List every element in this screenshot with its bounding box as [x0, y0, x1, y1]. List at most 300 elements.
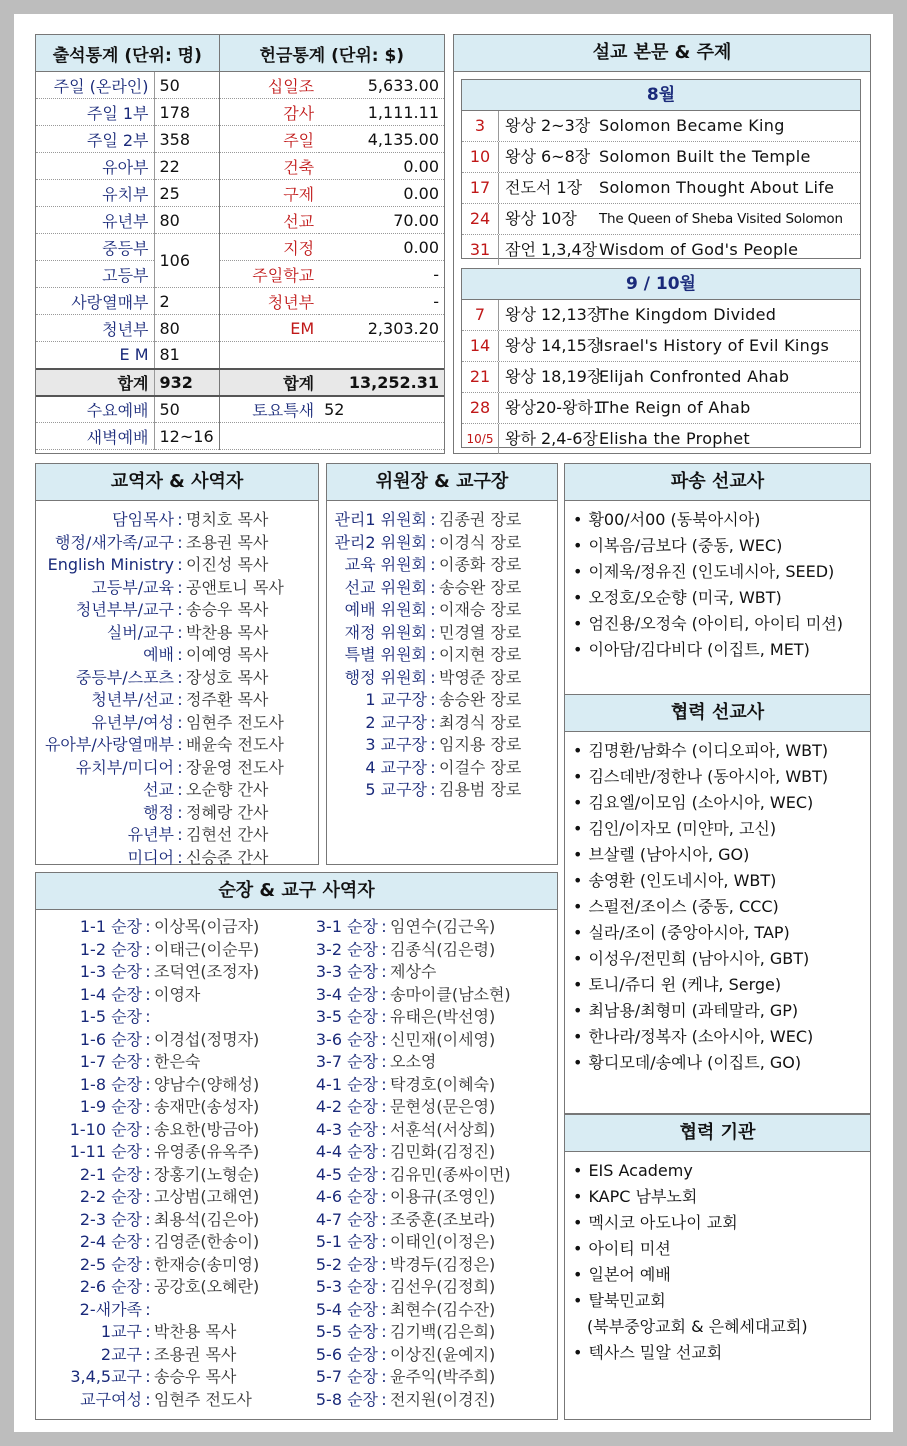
missionaries-sent-panel [564, 463, 871, 695]
bulletin-page [14, 14, 893, 1432]
person-role: 청년부부/교구 [75, 600, 174, 619]
person-name: 공앤토니 목사 [186, 577, 284, 597]
stats-row [36, 99, 444, 126]
sermon-date: 7 [462, 300, 499, 330]
person-name: 전지원(이경진) [390, 1389, 496, 1409]
colon-separator: : [381, 1074, 387, 1094]
person-role: 5 교구장 [365, 780, 427, 799]
colon-separator: : [381, 1164, 387, 1184]
person-row [296, 1186, 556, 1209]
colon-separator: : [145, 939, 151, 959]
person-role: 3-7 순장 [315, 1052, 378, 1071]
person-role: 행정 [143, 802, 174, 822]
colon-separator: : [177, 532, 183, 552]
sermon-row [462, 235, 860, 265]
sermon-date: 3 [462, 111, 499, 141]
person-role: 2-5 순장 [79, 1254, 142, 1274]
person-role: 예배 위원회 [344, 600, 427, 619]
service-value: 52 [319, 396, 444, 423]
person-row [327, 599, 557, 622]
person-row [296, 1344, 556, 1367]
person-role: English Ministry [47, 555, 174, 574]
person-name: 송재만(송성자) [154, 1097, 260, 1116]
attendance-value: 50 [154, 72, 219, 99]
sermon-date: 10 [462, 142, 499, 172]
person-name: 이경식 장로 [439, 532, 522, 552]
colon-separator: : [145, 1142, 151, 1161]
person-row [36, 1321, 296, 1344]
person-role: 미디어 [127, 847, 174, 867]
stats-row [36, 315, 444, 342]
stats-row [36, 342, 444, 369]
stats-panel [35, 34, 445, 454]
attendance-value: 81 [154, 342, 219, 369]
offering-label [219, 342, 319, 369]
person-role: 4-7 순장 [315, 1209, 378, 1229]
colon-separator: : [430, 757, 436, 777]
attendance-label: 고등부 [36, 261, 154, 288]
colon-separator: : [430, 735, 436, 754]
person-row [327, 757, 557, 780]
stats-row [36, 261, 444, 288]
colon-separator: : [145, 1209, 151, 1229]
sermon-topic: Solomon Built the Temple [599, 147, 811, 166]
person-name: 김선우(김정희) [390, 1277, 496, 1296]
sermon-topic: The Kingdom Divided [599, 305, 777, 324]
missionaries-partner-list [565, 732, 870, 1076]
sermon-topic: The Reign of Ahab [599, 398, 751, 417]
sermon-reference: 왕상 12,13장 [505, 305, 603, 324]
sermon-panel [453, 34, 871, 454]
service-value: 12~16 [154, 423, 219, 450]
offering-value: 0.00 [319, 180, 444, 207]
stats-extra-row [36, 396, 444, 423]
person-name: 윤주익(박주희) [390, 1367, 496, 1386]
sermon-topic: The Queen of Sheba Visited Solomon [599, 211, 843, 227]
list-item: • 김인/이자모 (미얀마, 고신) [573, 816, 870, 842]
person-role: 5-5 순장 [315, 1322, 378, 1341]
stats-row [36, 126, 444, 153]
person-row [327, 734, 557, 757]
list-item: • 멕시코 아도나이 교회 [573, 1210, 870, 1236]
person-name: 송요한(방금아) [154, 1119, 260, 1139]
person-role: 3,4,5교구 [70, 1367, 142, 1386]
attendance-label: 청년부 [36, 315, 154, 342]
cells-right-list [296, 910, 556, 1411]
attendance-label: 주일 2부 [36, 126, 154, 153]
person-role: 1교구 [100, 1322, 142, 1341]
person-name: 박경두(김정은) [390, 1254, 496, 1274]
person-role: 5-1 순장 [315, 1232, 378, 1251]
person-row [36, 961, 296, 984]
person-row [36, 1051, 296, 1074]
person-row [296, 939, 556, 962]
attendance-header: 출석통계 (단위: 명) [36, 35, 219, 72]
sermon-reference: 왕상20-왕하1 [505, 398, 604, 417]
offering-label: 십일조 [219, 72, 319, 99]
person-row [36, 712, 318, 735]
colon-separator: : [381, 1119, 387, 1139]
person-row [36, 1164, 296, 1187]
colon-separator: : [430, 577, 436, 597]
person-role: 5-2 순장 [315, 1254, 378, 1274]
stats-extra-row [36, 423, 444, 450]
person-name: 송승우 목사 [154, 1367, 237, 1386]
person-name: 최현수(김수잔) [390, 1299, 496, 1319]
committee-panel [326, 463, 558, 865]
attendance-value: 80 [154, 315, 219, 342]
colon-separator: : [177, 802, 183, 822]
colon-separator: : [381, 1187, 387, 1206]
list-item: (북부중앙교회 & 은혜세대교회) [587, 1317, 808, 1336]
offering-label: 선교 [219, 207, 319, 234]
offering-total-value: 13,252.31 [319, 369, 444, 396]
colon-separator: : [381, 962, 387, 981]
person-row [36, 1231, 296, 1254]
person-row [36, 689, 318, 712]
colon-separator: : [177, 667, 183, 687]
colon-separator: : [177, 555, 183, 574]
cells-title: 순장 & 교구 사역자 [36, 873, 557, 910]
committee-title: 위원장 & 교구장 [327, 464, 557, 501]
person-role: 3-5 순장 [315, 1007, 378, 1026]
person-role: 1-4 순장 [79, 984, 142, 1004]
person-role: 담임목사 [112, 510, 174, 529]
colon-separator: : [145, 1254, 151, 1274]
colon-separator: : [145, 1367, 151, 1386]
person-role: 2 교구장 [365, 712, 427, 732]
colon-separator: : [381, 1097, 387, 1116]
colon-separator: : [145, 984, 151, 1004]
person-role: 1-10 순장 [69, 1119, 142, 1139]
person-role: 5-4 순장 [315, 1299, 378, 1319]
person-role: 4 교구장 [365, 757, 427, 777]
sermon-row [462, 111, 860, 142]
person-role: 중등부/스포츠 [75, 667, 174, 687]
person-role: 1 교구장 [365, 690, 427, 709]
person-row [296, 1321, 556, 1344]
sermon-topic: Solomon Thought About Life [599, 178, 835, 197]
person-name: 서훈석(서상희) [390, 1119, 496, 1139]
colon-separator: : [381, 1389, 387, 1409]
partner-orgs-panel [564, 1114, 871, 1420]
person-role: 유치부/미디어 [75, 757, 174, 777]
person-row [296, 1096, 556, 1119]
colon-separator: : [145, 962, 151, 981]
attendance-label: 사랑열매부 [36, 288, 154, 315]
sermon-row [462, 300, 860, 331]
person-row [36, 824, 318, 847]
person-name: 유영종(유옥주) [154, 1142, 260, 1161]
colon-separator: : [145, 1164, 151, 1184]
colon-separator: : [381, 1232, 387, 1251]
sermon-month-1 [461, 79, 861, 259]
staff-list [36, 501, 318, 869]
person-row [296, 1389, 556, 1412]
offering-label: 지정 [219, 234, 319, 261]
sermon-row [462, 362, 860, 393]
sermon-reference: 잠언 1,3,4장 [505, 240, 598, 259]
person-row [36, 734, 318, 757]
sermon-date: 14 [462, 331, 499, 361]
person-role: 행정 위원회 [344, 667, 427, 687]
sermon-reference: 왕하 2,4-6장 [505, 429, 598, 448]
person-name: 김영준(한송이) [154, 1232, 260, 1251]
person-role: 4-3 순장 [315, 1119, 378, 1139]
person-name: 이예영 목사 [186, 645, 269, 664]
person-role: 2-4 순장 [79, 1232, 142, 1251]
attendance-total-label: 합계 [36, 369, 154, 396]
attendance-label: 중등부 [36, 234, 154, 261]
person-role: 재정 위원회 [344, 622, 427, 642]
colon-separator: : [381, 1299, 387, 1319]
person-name: 박찬용 목사 [186, 622, 269, 642]
person-row [296, 1231, 556, 1254]
attendance-value: 80 [154, 207, 219, 234]
attendance-label: 유년부 [36, 207, 154, 234]
person-name: 김민화(김정진) [390, 1142, 496, 1161]
colon-separator: : [177, 510, 183, 529]
person-row [327, 577, 557, 600]
person-name: 이지현 장로 [439, 645, 522, 664]
colon-separator: : [177, 690, 183, 709]
person-name: 한은숙 [154, 1052, 201, 1071]
person-name: 송마이클(남소현) [390, 984, 511, 1004]
offering-label: 건축 [219, 153, 319, 180]
person-role: 행정/새가족/교구 [55, 532, 174, 552]
person-role: 예배 [143, 645, 174, 664]
person-row [296, 1074, 556, 1097]
person-name: 송승완 장로 [439, 577, 522, 597]
colon-separator: : [145, 1007, 151, 1026]
colon-separator: : [145, 1119, 151, 1139]
person-row [36, 622, 318, 645]
person-row [327, 622, 557, 645]
person-row [36, 802, 318, 825]
list-item: • 이제욱/정유진 (인도네시아, SEED) [573, 559, 870, 585]
person-name: 제상수 [390, 962, 437, 981]
stats-row [36, 180, 444, 207]
list-item: • 김스데반/정한나 (동아시아, WBT) [573, 764, 870, 790]
colon-separator: : [177, 825, 183, 844]
person-name: 유태은(박선영) [390, 1007, 496, 1026]
attendance-label: 유치부 [36, 180, 154, 207]
person-role: 선교 [143, 780, 174, 799]
person-role: 4-6 순장 [315, 1187, 378, 1206]
list-item: • 이복음/금보다 (중동, WEC) [573, 533, 870, 559]
person-name: 박찬용 목사 [154, 1322, 237, 1341]
person-role: 5-7 순장 [315, 1367, 378, 1386]
person-row [327, 779, 557, 802]
person-row [36, 532, 318, 555]
person-row [327, 644, 557, 667]
person-role: 4-4 순장 [315, 1142, 378, 1161]
person-name: 송승완 장로 [439, 690, 522, 709]
offering-total-label: 합계 [219, 369, 319, 396]
sermon-date: 31 [462, 235, 499, 265]
person-name: 조용권 목사 [154, 1344, 237, 1364]
person-role: 관리2 위원회 [334, 532, 427, 552]
stats-row [36, 153, 444, 180]
offering-label: 청년부 [219, 288, 319, 315]
sermon-topic: Elisha the Prophet [599, 429, 750, 448]
offering-label: EM [219, 315, 319, 342]
person-name: 최용석(김은아) [154, 1209, 260, 1229]
person-name: 조덕연(조정자) [154, 962, 260, 981]
sermon-date: 24 [462, 204, 499, 234]
person-row [36, 577, 318, 600]
person-row [36, 939, 296, 962]
sermon-month-2 [461, 268, 861, 448]
person-name: 김용범 장로 [439, 780, 522, 799]
person-name: 신승준 간사 [186, 847, 269, 867]
colon-separator: : [430, 532, 436, 552]
list-item: • 아이티 미션 [573, 1236, 870, 1262]
person-name: 이용규(조영인) [390, 1187, 496, 1206]
person-row [36, 599, 318, 622]
person-name: 이진성 목사 [186, 555, 269, 574]
colon-separator: : [145, 1389, 151, 1409]
service-label: 새벽예배 [36, 423, 154, 450]
person-name: 배윤숙 전도사 [186, 735, 284, 754]
colon-separator: : [177, 622, 183, 642]
sermon-topic: Wisdom of God's People [599, 240, 799, 259]
person-name: 장윤영 전도사 [186, 757, 284, 777]
colon-separator: : [177, 600, 183, 619]
person-name: 고상범(고해연) [154, 1187, 260, 1206]
person-row [36, 554, 318, 577]
colon-separator: : [381, 939, 387, 959]
person-role: 3-3 순장 [315, 962, 378, 981]
list-item: • 김명환/남화수 (이디오피아, WBT) [573, 738, 870, 764]
stats-total-row [36, 369, 444, 396]
person-row [296, 1119, 556, 1142]
colon-separator: : [145, 1187, 151, 1206]
person-name: 문현성(문은영) [390, 1097, 496, 1116]
colon-separator: : [381, 1007, 387, 1026]
sermon-date: 17 [462, 173, 499, 203]
person-role: 선교 위원회 [344, 577, 427, 597]
person-role: 5-6 순장 [315, 1344, 378, 1364]
person-name: 정혜랑 간사 [186, 802, 269, 822]
person-role: 1-7 순장 [79, 1052, 142, 1071]
person-role: 1-5 순장 [79, 1007, 142, 1026]
offering-value: 1,111.11 [319, 99, 444, 126]
person-row [296, 1141, 556, 1164]
sermon-row [462, 204, 860, 235]
person-name: 김종식(김은령) [390, 939, 496, 959]
person-name: 김현선 간사 [186, 825, 269, 844]
person-name: 장홍기(노형순) [154, 1164, 260, 1184]
person-row [296, 1366, 556, 1389]
list-item: • 김요엘/이모임 (소아시아, WEC) [573, 790, 870, 816]
person-role: 1-11 순장 [69, 1142, 142, 1161]
offering-value: 0.00 [319, 153, 444, 180]
list-item: • KAPC 남부노회 [573, 1184, 870, 1210]
person-name: 명치호 목사 [186, 510, 269, 529]
colon-separator: : [177, 735, 183, 754]
colon-separator: : [430, 645, 436, 664]
person-name: 이경섭(정명자) [154, 1029, 260, 1049]
staff-title: 교역자 & 사역자 [36, 464, 318, 501]
offering-header: 헌금통계 (단위: $) [219, 35, 444, 72]
person-row [296, 1254, 556, 1277]
sermon-reference: 왕상 10장 [505, 209, 577, 228]
person-role: 3 교구장 [365, 735, 427, 754]
colon-separator: : [177, 577, 183, 597]
person-role: 유년부 [127, 825, 174, 844]
person-row [327, 667, 557, 690]
person-role: 3-2 순장 [315, 939, 378, 959]
cells-columns [36, 910, 557, 1411]
sermon-reference: 왕상 2~3장 [505, 116, 591, 135]
sermon-topic: Solomon Became King [599, 116, 785, 135]
person-row [36, 847, 318, 870]
colon-separator: : [145, 1074, 151, 1094]
colon-separator: : [177, 645, 183, 664]
offering-value: 4,135.00 [319, 126, 444, 153]
person-row [296, 961, 556, 984]
sermon-reference: 왕상 6~8장 [505, 147, 591, 166]
person-name: 이태근(이순무) [154, 939, 260, 959]
person-name: 장성호 목사 [186, 667, 269, 687]
offering-value [319, 342, 444, 369]
person-name: 조중훈(조보라) [390, 1209, 496, 1229]
list-item: • 토니/쥬디 윈 (케냐, Serge) [573, 972, 870, 998]
person-name: 한재승(송미영) [154, 1254, 260, 1274]
offering-value: 2,303.20 [319, 315, 444, 342]
person-role: 5-3 순장 [315, 1277, 378, 1296]
sermon-topic: Elijah Confronted Ahab [599, 367, 790, 386]
list-item: • EIS Academy [573, 1158, 870, 1184]
list-item: • 탈북민교회 [573, 1288, 870, 1314]
colon-separator: : [430, 600, 436, 619]
person-row [36, 779, 318, 802]
colon-separator: : [177, 757, 183, 777]
partner-orgs-list [565, 1152, 870, 1366]
person-name: 탁경호(이혜숙) [390, 1074, 496, 1094]
person-name: 신민재(이세영) [390, 1029, 496, 1049]
person-role: 1-3 순장 [79, 962, 142, 981]
missionaries-sent-list [565, 501, 870, 663]
sermon-reference: 왕상 14,15장 [505, 336, 603, 355]
person-name: 정주환 목사 [186, 690, 269, 709]
sermon-row [462, 424, 860, 454]
stats-table [36, 35, 444, 450]
person-role: 5-8 순장 [315, 1389, 378, 1409]
person-row [36, 1006, 296, 1029]
colon-separator: : [381, 1142, 387, 1161]
colon-separator: : [145, 1232, 151, 1251]
service-value [319, 423, 444, 450]
colon-separator: : [381, 1344, 387, 1364]
person-role: 2-새가족 [79, 1299, 142, 1319]
offering-value: 70.00 [319, 207, 444, 234]
list-item: • 엄진용/오정숙 (아이티, 아이티 미션) [573, 611, 870, 637]
person-name: 민경열 장로 [439, 622, 522, 642]
cells-panel [35, 872, 558, 1420]
sermon-date: 28 [462, 393, 499, 423]
person-row [296, 1164, 556, 1187]
person-name: 오소영 [390, 1052, 437, 1071]
person-role: 청년부/선교 [91, 690, 174, 709]
colon-separator: : [145, 1029, 151, 1049]
person-name: 양남수(양해성) [154, 1074, 260, 1094]
person-name: 이태인(이정은) [390, 1232, 496, 1251]
person-role: 4-1 순장 [315, 1074, 378, 1094]
person-row [327, 712, 557, 735]
person-name: 김기백(김은희) [390, 1322, 496, 1341]
